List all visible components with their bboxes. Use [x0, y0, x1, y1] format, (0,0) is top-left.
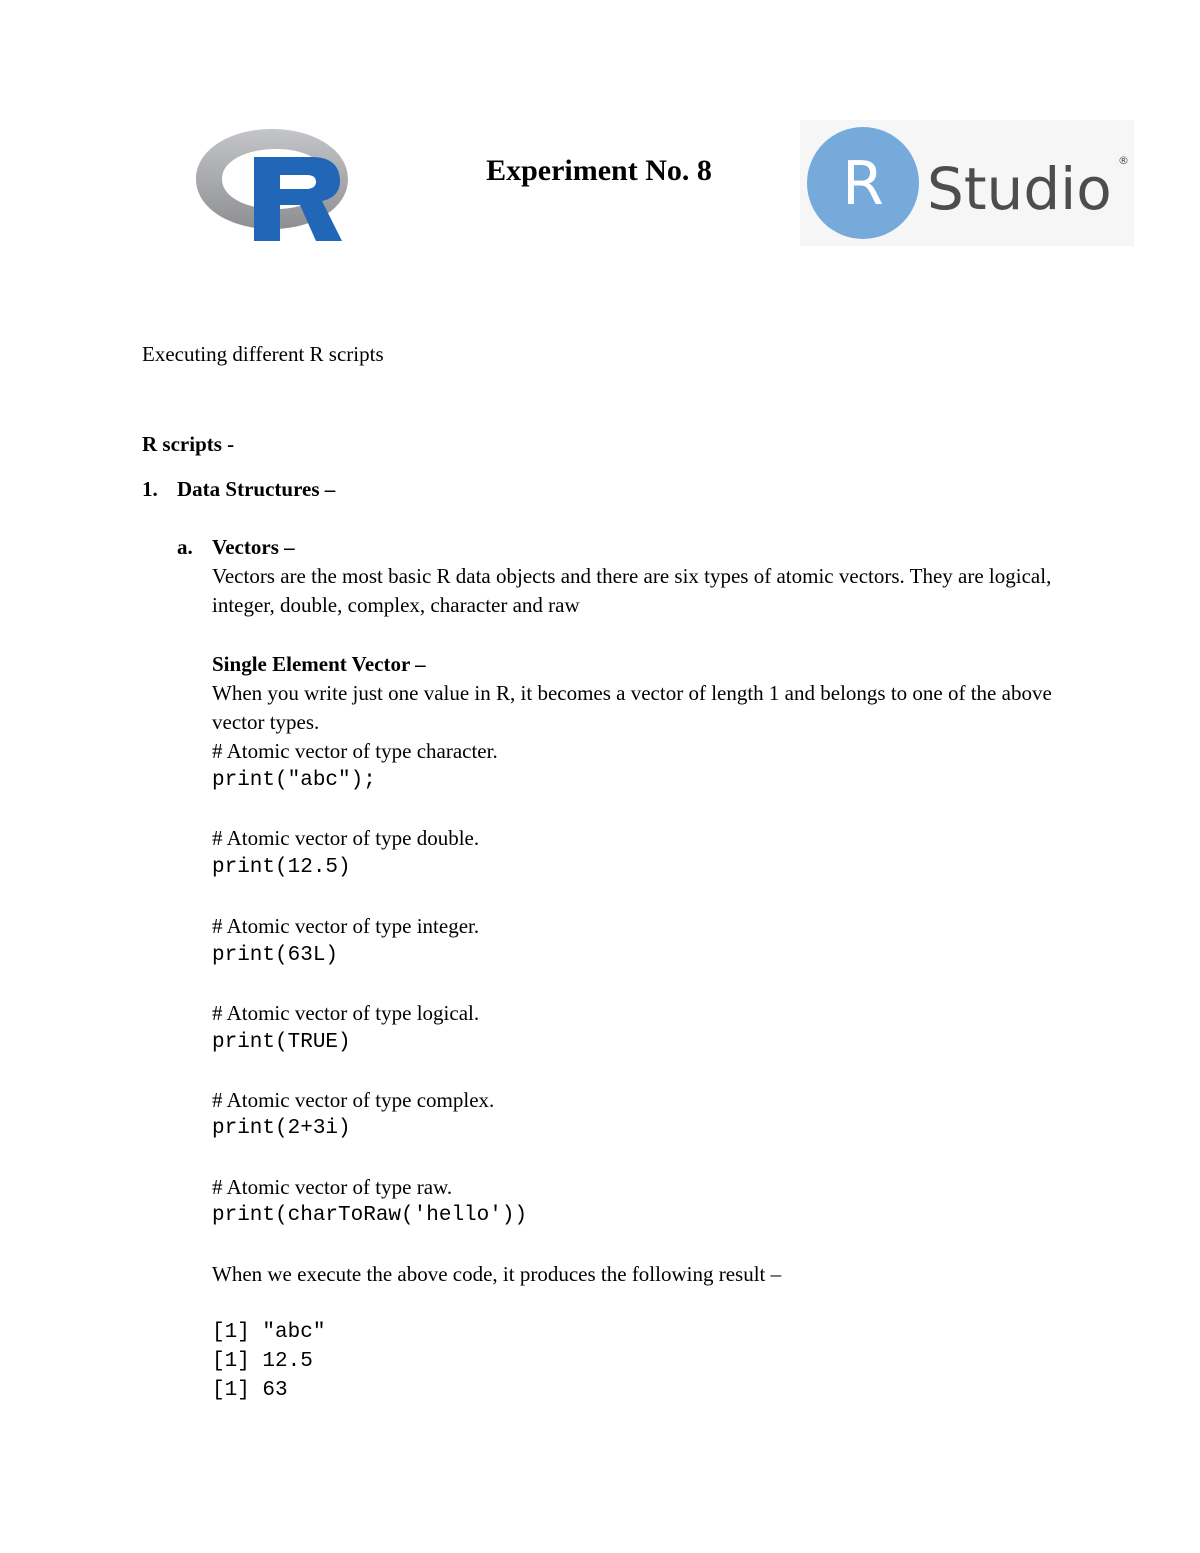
vectors-description: Vectors are the most basic R data objects and there are six types of atomic vectors. They are logical, integer, double, complex, character and raw: [212, 564, 1052, 617]
example-code: print(TRUE): [212, 1031, 351, 1054]
example-code: print(2+3i): [212, 1117, 351, 1140]
rstudio-logo: [800, 120, 1134, 246]
example-comment: # Atomic vector of type character.: [212, 739, 498, 763]
example-comment: # Atomic vector of type raw.: [212, 1175, 453, 1199]
rstudio-wordmark: Studio: [927, 155, 1112, 223]
output-line: [1] "abc": [212, 1321, 326, 1344]
registered-mark: ®: [1118, 154, 1129, 167]
subsection-title: Vectors –: [212, 535, 295, 559]
example-code: print(63L): [212, 944, 339, 967]
result-intro: When we execute the above code, it produces the following result –: [212, 1262, 782, 1286]
single-element-description: When you write just one value in R, it becomes a vector of length 1 and belongs to one of the above vector types.: [212, 681, 1052, 734]
output-line: [1] 63: [212, 1379, 288, 1402]
page-title: Experiment No. 8: [486, 154, 712, 187]
output-line: [1] 12.5: [212, 1350, 313, 1373]
example-comment: # Atomic vector of type complex.: [212, 1088, 495, 1112]
example-code: print(12.5): [212, 856, 351, 879]
single-element-heading: Single Element Vector –: [212, 652, 426, 676]
subtitle: Executing different R scripts: [142, 342, 384, 366]
example-comment: # Atomic vector of type integer.: [212, 914, 480, 938]
example-comment: # Atomic vector of type double.: [212, 826, 480, 850]
example-code: print(charToRaw('hello')): [212, 1204, 528, 1227]
subsection-letter: a.: [177, 535, 193, 559]
rstudio-logo-letter: R: [842, 149, 884, 219]
section-number: 1.: [142, 477, 158, 501]
example-code: print("abc");: [212, 769, 376, 792]
example-comment: # Atomic vector of type logical.: [212, 1001, 480, 1025]
section-title: Data Structures –: [177, 477, 336, 501]
scripts-heading: R scripts -: [142, 432, 235, 456]
